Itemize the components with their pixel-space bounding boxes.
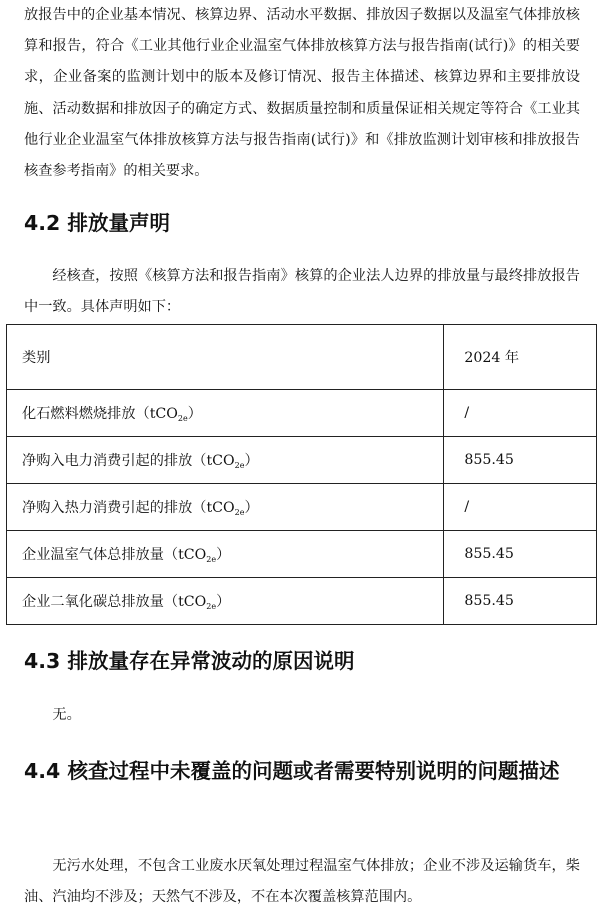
row-category-cell bbox=[7, 531, 444, 578]
table-header-row bbox=[7, 325, 597, 390]
row-value: / bbox=[444, 484, 597, 531]
unit-prefix: （tCO bbox=[192, 453, 235, 469]
section-4-2-paragraph: 经核查，按照《核算方法和报告指南》核算的企业法人边界的排放量与最终排放报告中一致。具体声明如下： bbox=[24, 268, 580, 316]
unit-suffix: ） bbox=[244, 500, 259, 516]
table-row bbox=[7, 437, 597, 484]
section-4-4-paragraph: 无污水处理，不包含工业废水厌氧处理过程温室气体排放；企业不涉及运输货车，柴油、汽油均不涉及；天然气不涉及，不在本次覆盖核算范围内。 bbox=[24, 858, 580, 906]
row-value: 855.45 bbox=[444, 578, 597, 625]
row-category-cell bbox=[7, 390, 444, 437]
unit-subscript: 2e bbox=[206, 555, 217, 564]
section-4-2-heading: 4.2 排放量声明 bbox=[24, 211, 170, 235]
row-value: 855.45 bbox=[444, 437, 597, 484]
row-category-cell bbox=[7, 578, 444, 625]
row-value: 855.45 bbox=[444, 531, 597, 578]
emissions-table bbox=[6, 324, 597, 625]
unit-suffix: ） bbox=[216, 547, 231, 563]
section-4-3-paragraph: 无。 bbox=[52, 707, 81, 723]
row-category-label: 净购入电力消费引起的排放 bbox=[22, 453, 193, 469]
unit-prefix: （tCO bbox=[163, 594, 207, 610]
unit-subscript: 2e bbox=[234, 461, 245, 470]
header-category: 类别 bbox=[7, 325, 444, 390]
header-year: 2024 年 bbox=[444, 325, 597, 390]
intro-paragraph: 放报告中的企业基本情况、核算边界、活动水平数据、排放因子数据以及温室气体排放核算和报告，符合《工业其他行业企业温室气体排放核算方法与报告指南(试行)》的相关要求，企业备案的监测计划中的版本及修订情况、报告主体描述、核算边界和主要排放设施、活动数据和排放因子的确定方式、数据质量控制和质量保证相关规定等符合《工业其他行业企业温室气体排放核算方法与报告指南(试行)》和《排放监测计划审核和排放报告核查参考指南》的相关要求。 bbox=[24, 7, 580, 180]
row-value: / bbox=[444, 390, 597, 437]
table-row bbox=[7, 390, 597, 437]
unit-prefix: （tCO bbox=[135, 406, 178, 422]
unit-prefix: （tCO bbox=[163, 547, 207, 563]
table-row bbox=[7, 484, 597, 531]
unit-suffix: ） bbox=[244, 453, 259, 469]
row-category-cell bbox=[7, 484, 444, 531]
unit-prefix: （tCO bbox=[192, 500, 235, 516]
table-row bbox=[7, 578, 597, 625]
unit-suffix: ） bbox=[216, 594, 231, 610]
section-4-4-heading: 4.4 核查过程中未覆盖的问题或者需要特别说明的问题描述 bbox=[24, 759, 560, 783]
unit-subscript: 2e bbox=[206, 602, 217, 611]
row-category-label: 净购入热力消费引起的排放 bbox=[22, 500, 193, 516]
row-category-label: 企业温室气体总排放量 bbox=[22, 547, 164, 563]
unit-suffix: ） bbox=[187, 406, 202, 422]
section-4-3-heading: 4.3 排放量存在异常波动的原因说明 bbox=[24, 649, 355, 673]
row-category-label: 企业二氧化碳总排放量 bbox=[22, 594, 164, 610]
table-row bbox=[7, 531, 597, 578]
row-category-label: 化石燃料燃烧排放 bbox=[22, 406, 136, 422]
row-category-cell bbox=[7, 437, 444, 484]
unit-subscript: 2e bbox=[234, 508, 245, 517]
unit-subscript: 2e bbox=[177, 414, 188, 423]
